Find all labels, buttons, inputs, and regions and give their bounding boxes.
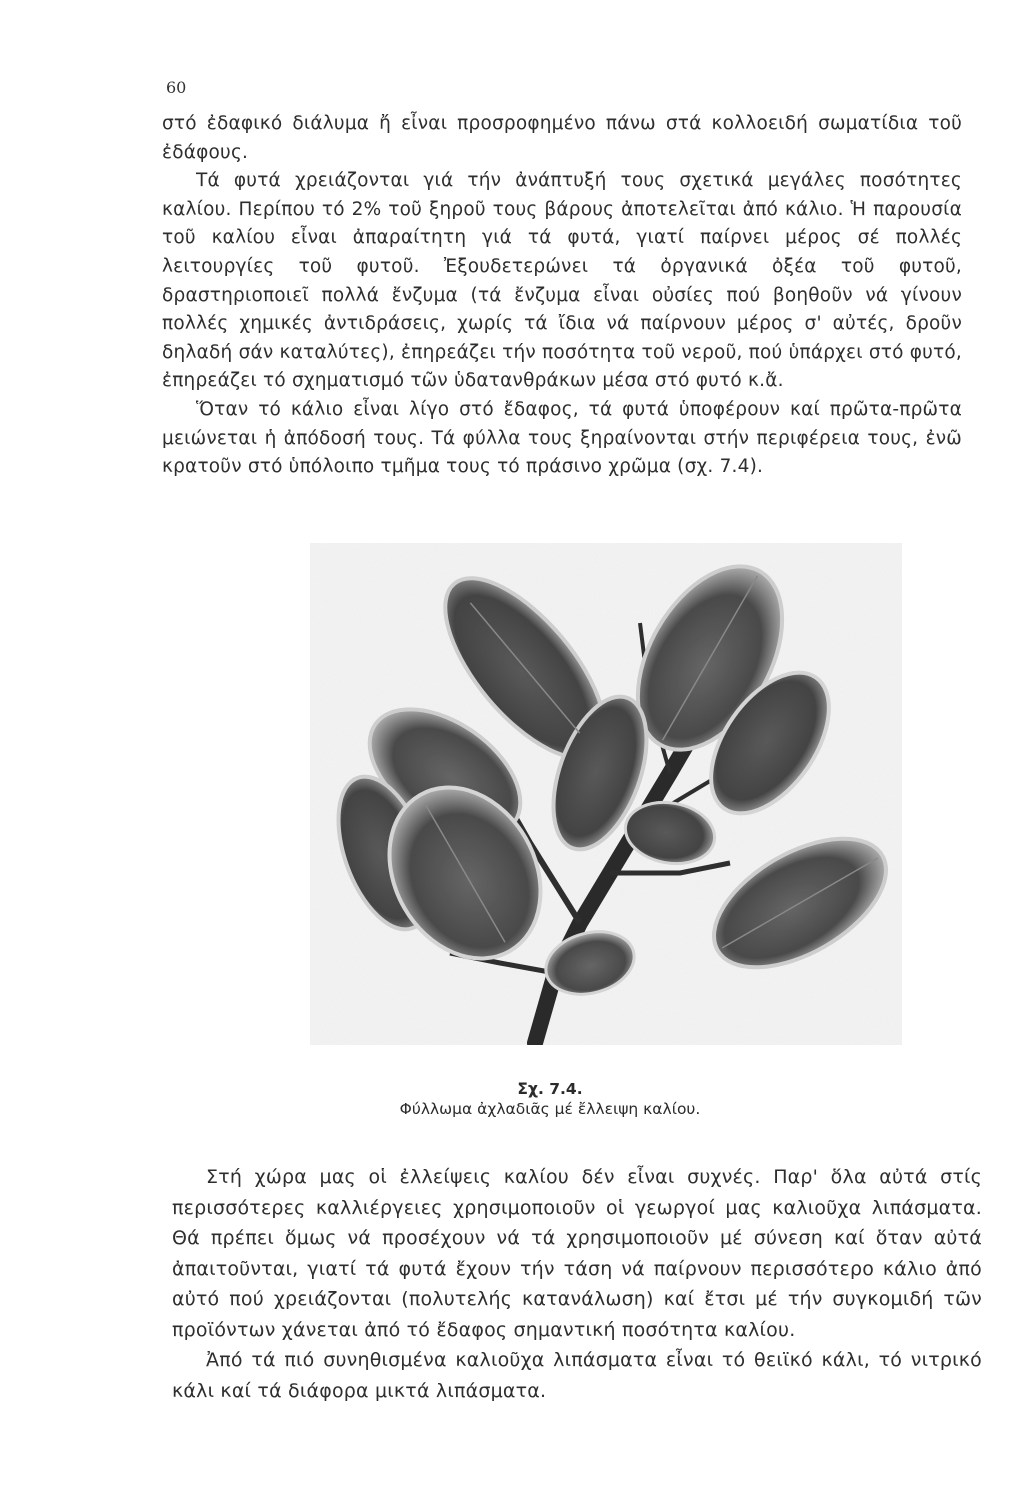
bottom-text-block	[172, 1162, 982, 1406]
figure-caption: Φύλλωμα ἀχλαδιᾶς μέ ἔλλειψη καλίου.	[399, 1100, 701, 1118]
paragraph-1: στό ἐδαφικό διάλυμα ἤ εἶναι προσροφημένο πάνω στά κολλοειδή σωματίδια τοῦ ἐδάφους.	[162, 113, 962, 163]
paragraph-2: Τά φυτά χρειάζονται γιά τήν ἀνάπτυξή τους σχετικά μεγάλες ποσότητες καλίου. Περίπου τό 2% τοῦ ξηροῦ τους βάρους ἀποτελεῖται ἀπό κάλιο. Ἡ παρουσία τοῦ καλίου εἶναι ἀπαραίτητη γιά τά φυτά, γιατί παίρνει μέρος σέ πολλές λειτουργίες τοῦ φυτοῦ. Ἐξουδετερώνει τά ὀργανικά ὀξέα τοῦ φυτοῦ, δραστηριοποιεῖ πολλά ἔνζυμα (τά ἔνζυμα εἶναι οὐσίες πού βοηθοῦν νά γίνουν πολλές χημικές ἀντιδράσεις, χωρίς τά ἴδια νά παίρνουν μέρος σ' αὐτές, δροῦν δηλαδή σάν καταλύτες), ἐπηρεάζει τήν ποσότητα τοῦ νεροῦ, πού ὑπάρχει στό φυτό, ἐπηρεάζει τό σχηματισμό τῶν ὑδατανθράκων μέσα στό φυτό κ.ἄ.	[162, 170, 962, 392]
paragraph-4: Στή χώρα μας οἱ ἐλλείψεις καλίου δέν εἶναι συχνές. Παρ' ὅλα αὐτά στίς περισσότερες καλλιέργειες χρησιμοποιοῦν οἱ γεωργοί μας καλιοῦχα λιπάσματα. Θά πρέπει ὅμως νά προσέχουν νά τά χρησιμοποιοῦν μέ σύνεση καί ὅταν αὐτά ἀπαιτοῦνται, γιατί τά φυτά ἔχουν τήν τάση νά παίρνουν περισσότερο κάλιο ἀπό αὐτό πού χρειάζονται (πολυτελής κατανάλωση) καί ἔτσι μέ τήν συγκομιδή τῶν προϊόντων χάνεται ἀπό τό ἔδαφος σημαντική ποσότητα καλίου.	[172, 1166, 982, 1341]
pear-leaves-illustration	[310, 543, 902, 1045]
pear-leaves-photo	[310, 543, 902, 1045]
figure-number: Σχ. 7.4.	[517, 1080, 583, 1098]
top-text-block	[162, 110, 962, 482]
paragraph-3: Ὅταν τό κάλιο εἶναι λίγο στό ἔδαφος, τά φυτά ὑποφέρουν καί πρῶτα-πρῶτα μειώνεται ἡ ἀπόδοσή τους. Τά φύλλα τους ξηραίνονται στήν περιφέρεια τους, ἐνῶ κρατοῦν στό ὑπόλοιπο τμῆμα τους τό πράσινο χρῶμα (σχ. 7.4).	[162, 398, 962, 478]
page-number: 60	[166, 78, 187, 97]
paragraph-5: Ἀπό τά πιό συνηθισμένα καλιοῦχα λιπάσματα εἶναι τό θειϊκό κάλι, τό νιτρικό κάλι καί τά διάφορα μικτά λιπάσματα.	[172, 1349, 982, 1402]
